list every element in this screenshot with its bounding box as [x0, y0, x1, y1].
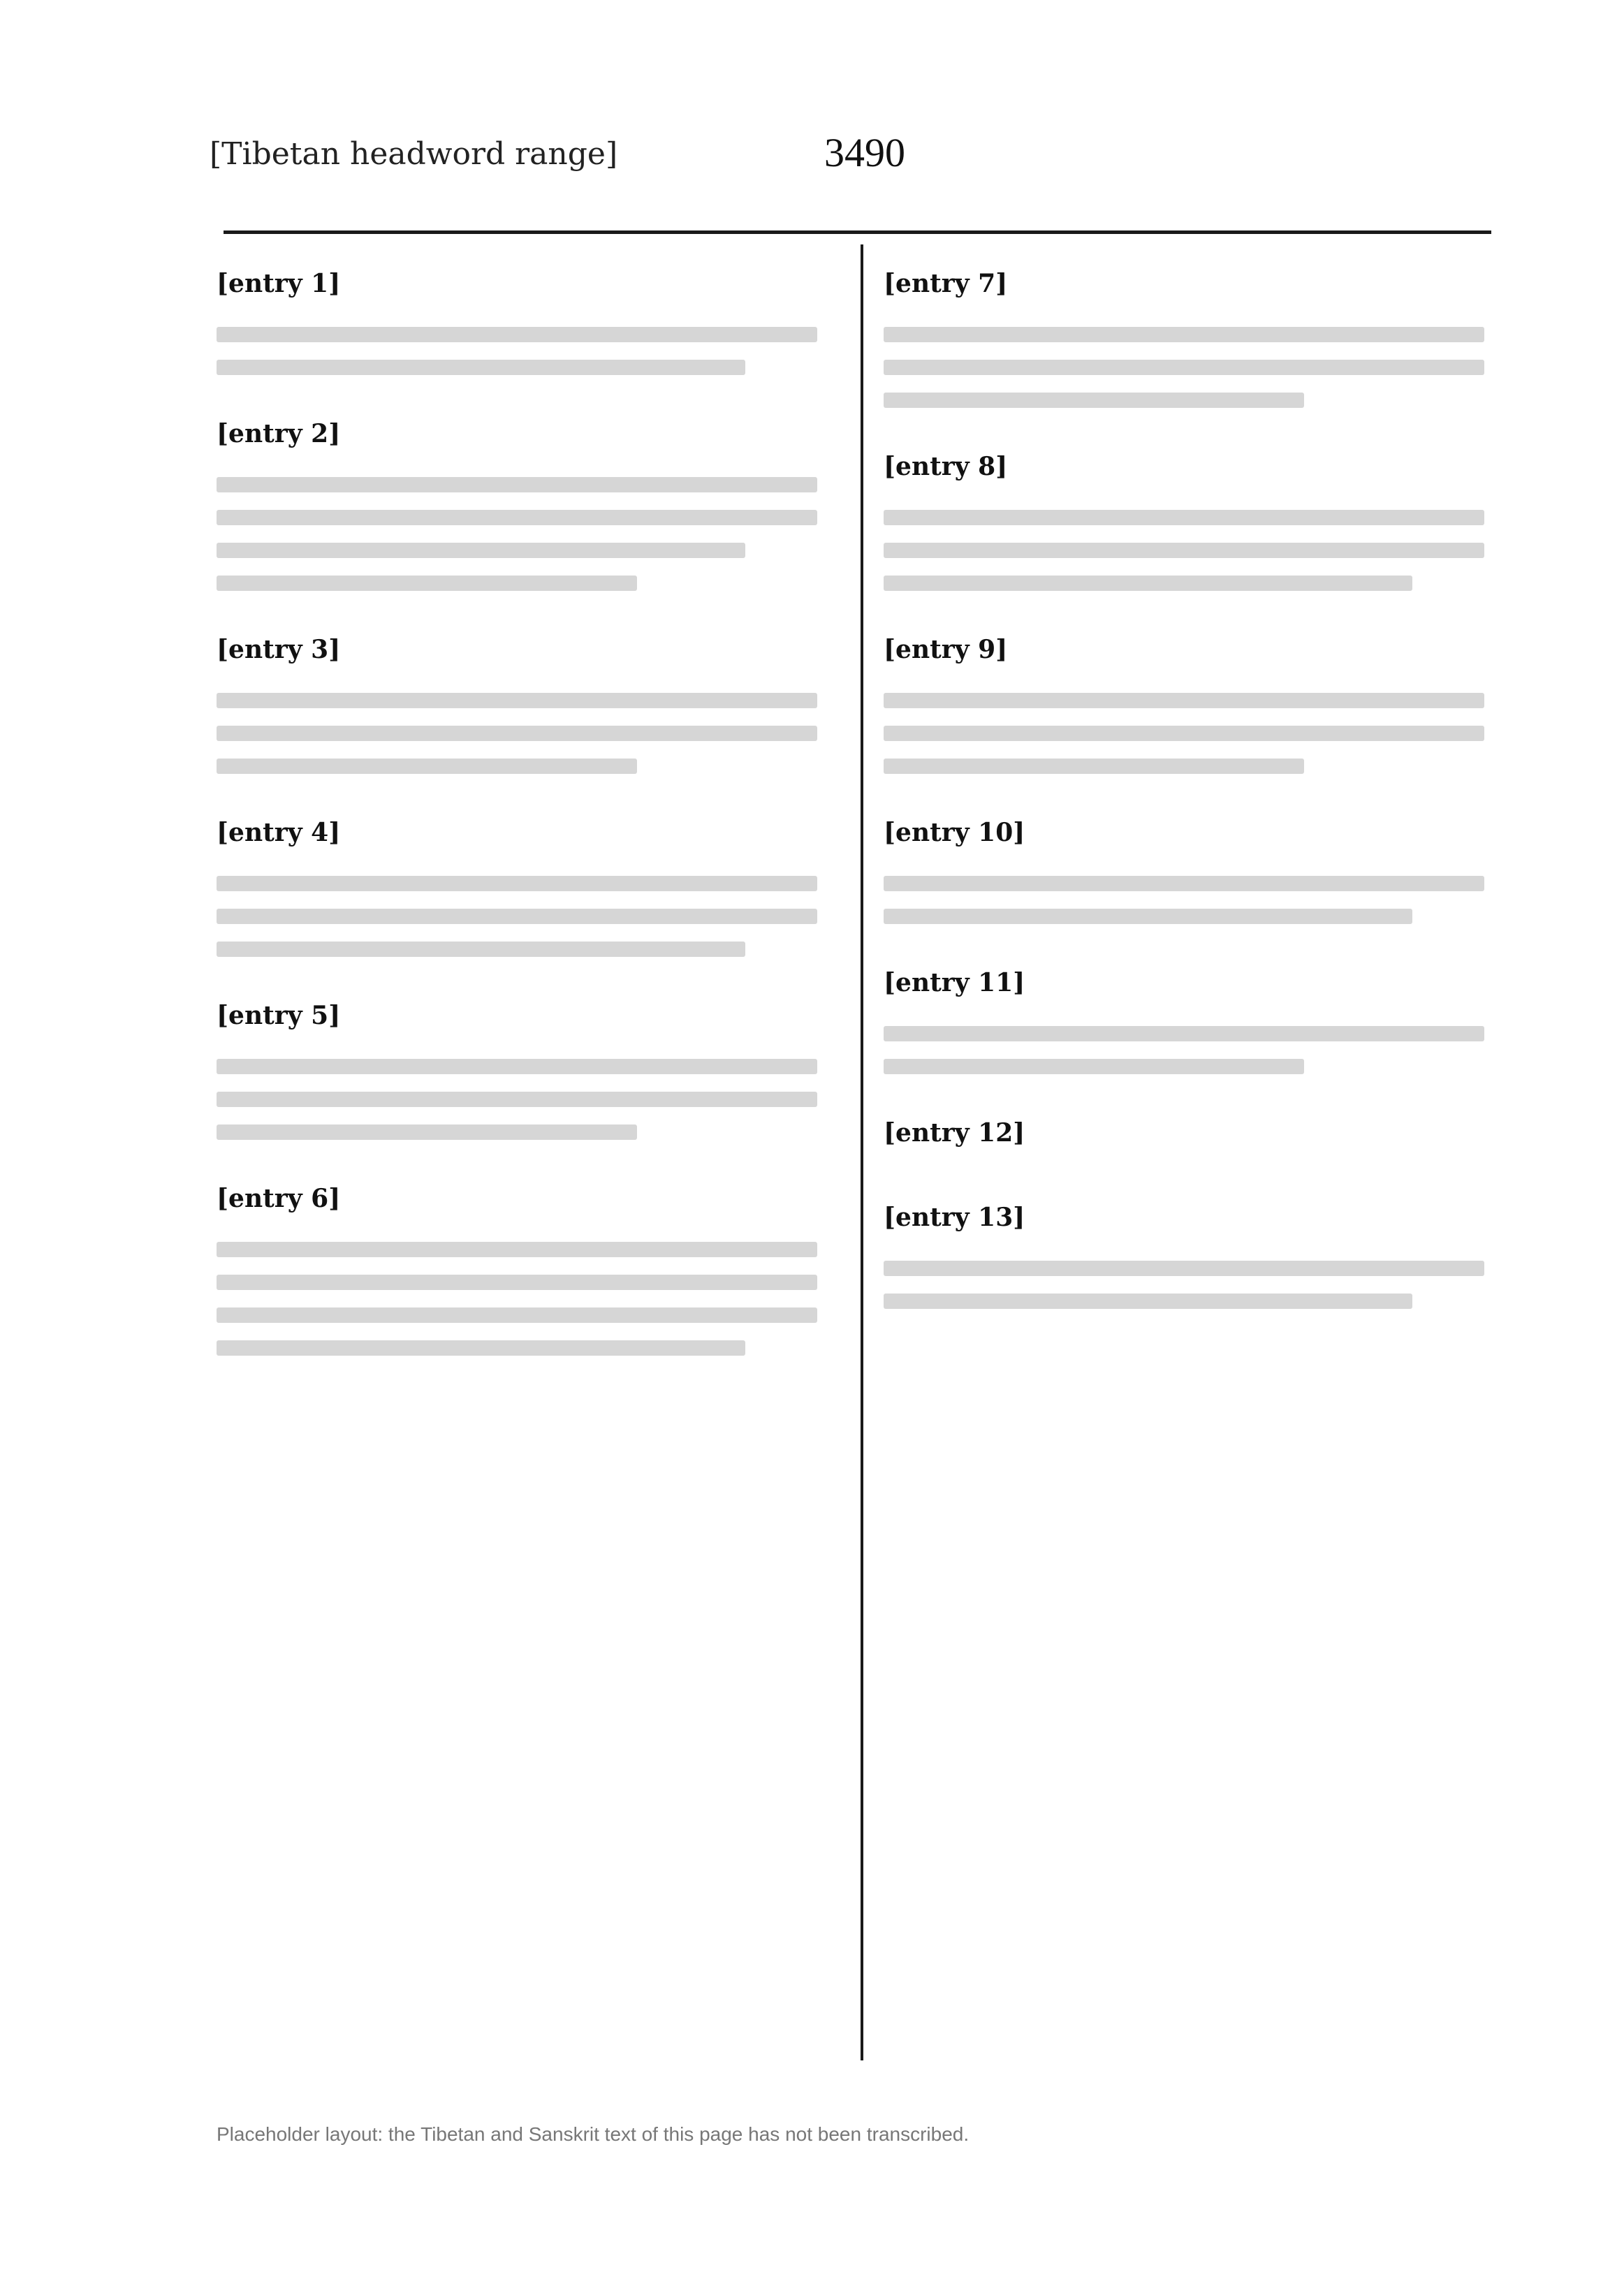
- text-line-placeholder: [217, 576, 637, 591]
- entry-headword: [entry 8]: [884, 452, 1008, 481]
- text-line-placeholder: [217, 909, 817, 924]
- text-line-placeholder: [217, 510, 817, 525]
- dictionary-entry: [884, 1192, 1484, 1309]
- text-line-placeholder: [217, 1092, 817, 1107]
- text-line-placeholder: [884, 510, 1484, 525]
- entry-headword: [entry 11]: [884, 968, 1025, 997]
- page-number: 3490: [824, 130, 905, 175]
- text-line-placeholder: [217, 726, 817, 741]
- text-line-placeholder: [217, 1242, 817, 1257]
- text-line-placeholder: [884, 759, 1304, 774]
- text-line-placeholder: [884, 327, 1484, 342]
- dictionary-entry: [884, 807, 1484, 924]
- dictionary-entry: [884, 958, 1484, 1074]
- text-line-placeholder: [884, 876, 1484, 891]
- entry-headword: [entry 12]: [884, 1118, 1025, 1148]
- right-column: [884, 258, 1484, 1342]
- entry-headword: [entry 3]: [217, 635, 341, 664]
- dictionary-entry: [884, 1108, 1484, 1159]
- entry-headword: [entry 13]: [884, 1203, 1025, 1232]
- running-head: [Tibetan headword range]: [210, 136, 618, 172]
- text-line-placeholder: [884, 543, 1484, 558]
- text-line-placeholder: [217, 1275, 817, 1290]
- text-line-placeholder: [217, 693, 817, 708]
- dictionary-entry: [217, 1173, 817, 1356]
- entry-headword: [entry 9]: [884, 635, 1008, 664]
- entry-headword: [entry 10]: [884, 818, 1025, 847]
- entry-headword: [entry 1]: [217, 269, 341, 298]
- entry-headword: [entry 5]: [217, 1001, 341, 1030]
- text-line-placeholder: [884, 693, 1484, 708]
- text-line-placeholder: [884, 1261, 1484, 1276]
- placeholder-note: Placeholder layout: the Tibetan and Sanskrit text of this page has not been transcribed.: [217, 2123, 970, 2145]
- dictionary-entry: [884, 441, 1484, 591]
- text-line-placeholder: [217, 543, 745, 558]
- dictionary-entry: [217, 258, 817, 375]
- text-line-placeholder: [884, 360, 1484, 375]
- dictionary-entry: [217, 409, 817, 591]
- text-line-placeholder: [884, 909, 1412, 924]
- dictionary-entry: [217, 807, 817, 957]
- dictionary-entry: [884, 258, 1484, 408]
- text-line-placeholder: [217, 1124, 637, 1140]
- text-line-placeholder: [884, 576, 1412, 591]
- header-rule: [224, 230, 1491, 234]
- dictionary-entry: [217, 990, 817, 1140]
- text-line-placeholder: [884, 1026, 1484, 1041]
- text-line-placeholder: [217, 327, 817, 342]
- text-line-placeholder: [217, 942, 745, 957]
- entry-headword: [entry 6]: [217, 1184, 341, 1213]
- text-line-placeholder: [217, 1307, 817, 1323]
- dictionary-entry: [217, 624, 817, 774]
- text-line-placeholder: [217, 1340, 745, 1356]
- text-line-placeholder: [217, 1059, 817, 1074]
- text-line-placeholder: [217, 876, 817, 891]
- text-line-placeholder: [884, 1294, 1412, 1309]
- entry-headword: [entry 2]: [217, 419, 341, 448]
- entry-headword: [entry 4]: [217, 818, 341, 847]
- text-line-placeholder: [884, 1059, 1304, 1074]
- page-header: [210, 129, 1502, 220]
- text-line-placeholder: [217, 360, 745, 375]
- entry-headword: [entry 7]: [884, 269, 1008, 298]
- text-line-placeholder: [217, 759, 637, 774]
- left-column: [217, 258, 817, 1389]
- text-line-placeholder: [884, 393, 1304, 408]
- text-line-placeholder: [884, 726, 1484, 741]
- dictionary-entry: [884, 624, 1484, 774]
- column-divider: [861, 244, 863, 2060]
- text-line-placeholder: [217, 477, 817, 492]
